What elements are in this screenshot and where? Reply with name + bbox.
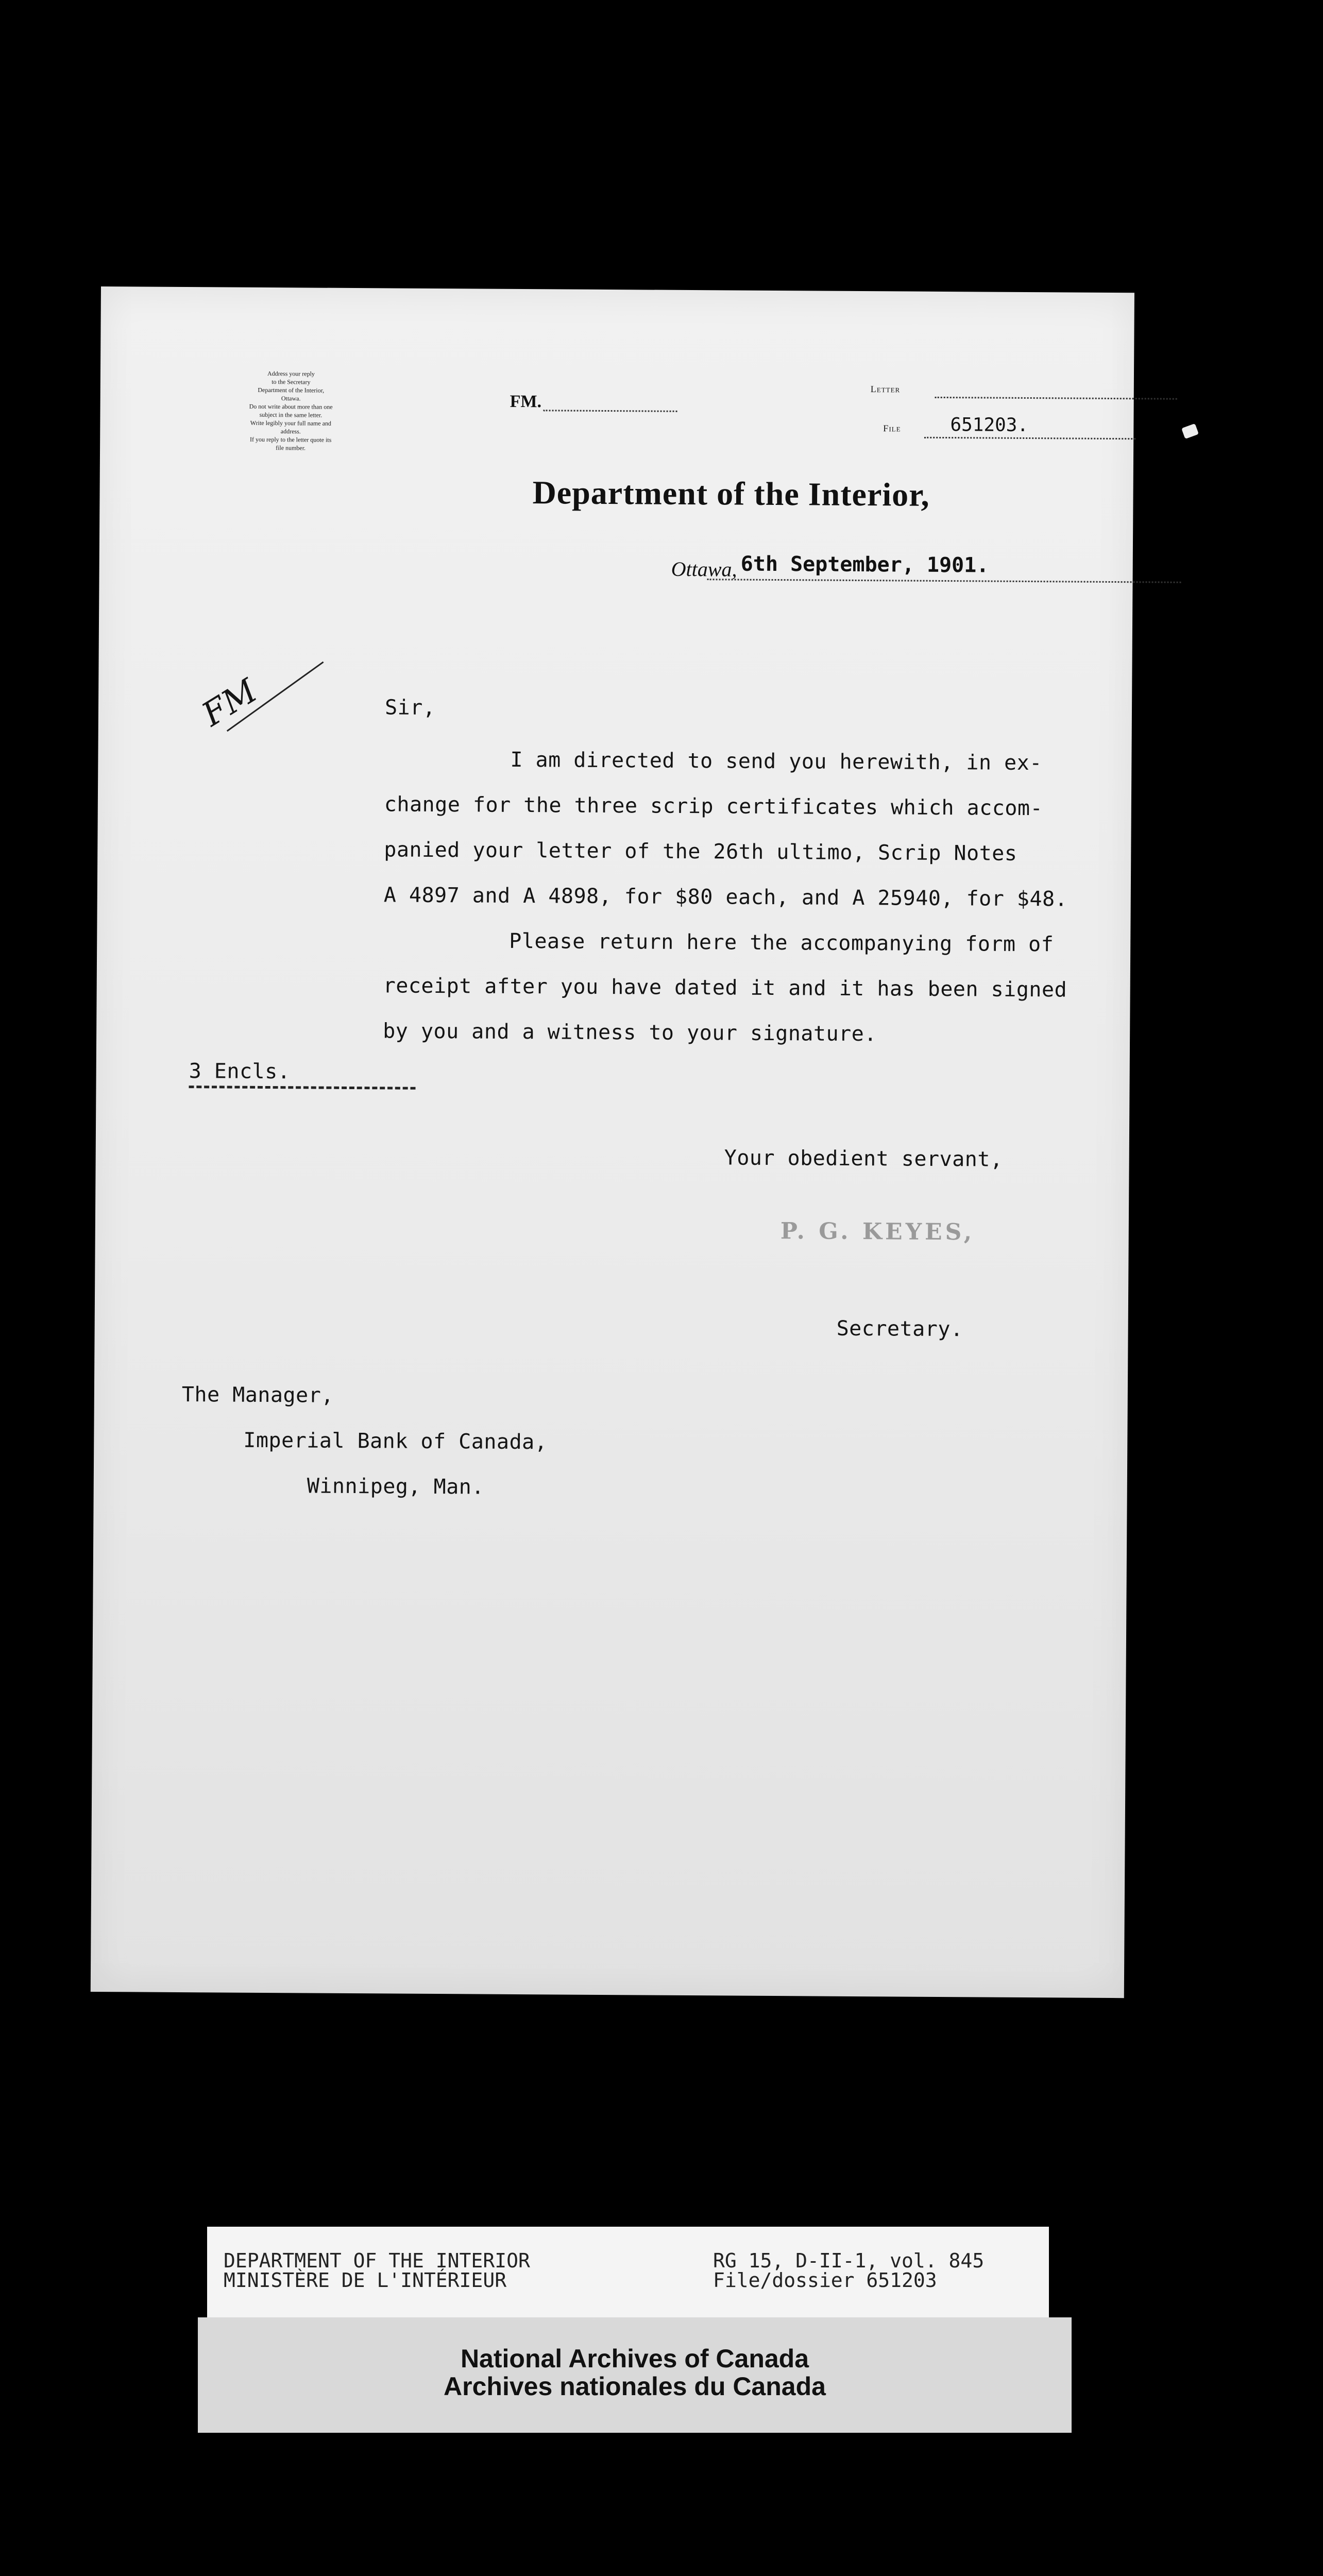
paragraph2-line: by you and a witness to your signature.: [383, 1019, 877, 1046]
salutation: Sir,: [384, 696, 436, 720]
date-dotted-line: [707, 579, 1181, 583]
caption-record-group: RG 15, D-II-1, vol. 845: [713, 2249, 985, 2272]
caption-department-fr: MINISTÈRE DE L'INTÉRIEUR: [224, 2269, 507, 2292]
closing: Your obedient servant,: [724, 1146, 1003, 1172]
letter-label: Letter: [870, 384, 901, 395]
letter-sheet: [91, 286, 1134, 1998]
archives-name-en: National Archives of Canada: [460, 2344, 809, 2373]
file-label: File: [883, 423, 901, 434]
handwritten-initials: FM: [195, 672, 264, 734]
note-line: subject in the same letter.: [259, 411, 323, 419]
note-line: If you reply to the letter quote its: [249, 435, 332, 444]
enclosures: 3 Encls.: [189, 1059, 291, 1084]
file-number: 651203.: [950, 414, 1029, 436]
reply-instructions: [218, 369, 363, 453]
note-line: to the Secretary: [272, 378, 311, 386]
department-title: Department of the Interior,: [532, 474, 930, 513]
caption-department-en: DEPARTMENT OF THE INTERIOR: [224, 2249, 530, 2272]
archives-name-fr: Archives nationales du Canada: [444, 2372, 826, 2401]
film-edge-mark: [1181, 423, 1199, 439]
recipient-line: Imperial Bank of Canada,: [243, 1428, 548, 1454]
paragraph1-line: change for the three scrip certificates which accom-: [384, 792, 1043, 821]
archives-label: [198, 2317, 1072, 2433]
signature-title: Secretary.: [836, 1316, 963, 1342]
note-line: Address your reply: [267, 369, 315, 378]
note-line: Department of the Interior,: [258, 386, 325, 394]
fm-reference: FM.: [510, 392, 542, 412]
note-line: file number.: [276, 444, 306, 452]
letter-dotted-line: [935, 397, 1177, 400]
note-line: Write legibly your full name and: [250, 419, 331, 427]
archive-caption-strip: [207, 2227, 1049, 2319]
paragraph1-line: A 4897 and A 4898, for $80 each, and A 25940, for $48.: [383, 883, 1068, 911]
fm-dotted-line: [544, 410, 677, 412]
recipient-line: The Manager,: [181, 1382, 334, 1408]
paragraph2-line: receipt after you have dated it and it has been signed: [383, 974, 1067, 1002]
caption-file-number: File/dossier 651203: [713, 2269, 937, 2292]
note-line: address.: [280, 428, 301, 435]
letter-date: 6th September, 1901.: [740, 552, 989, 578]
recipient-line: Winnipeg, Man.: [307, 1474, 485, 1499]
file-dotted-line: [924, 437, 1135, 440]
paragraph2-line: Please return here the accompanying form of: [509, 929, 1054, 957]
signature-stamp: P. G. KEYES,: [780, 1218, 975, 1246]
note-line: Ottawa.: [281, 395, 301, 402]
paragraph1-line: panied your letter of the 26th ultimo, Scrip Notes: [384, 838, 1017, 866]
note-line: Do not write about more than one: [249, 402, 333, 411]
paragraph1-line: I am directed to send you herewith, in ex-: [510, 748, 1042, 775]
city: Ottawa,: [671, 557, 737, 581]
